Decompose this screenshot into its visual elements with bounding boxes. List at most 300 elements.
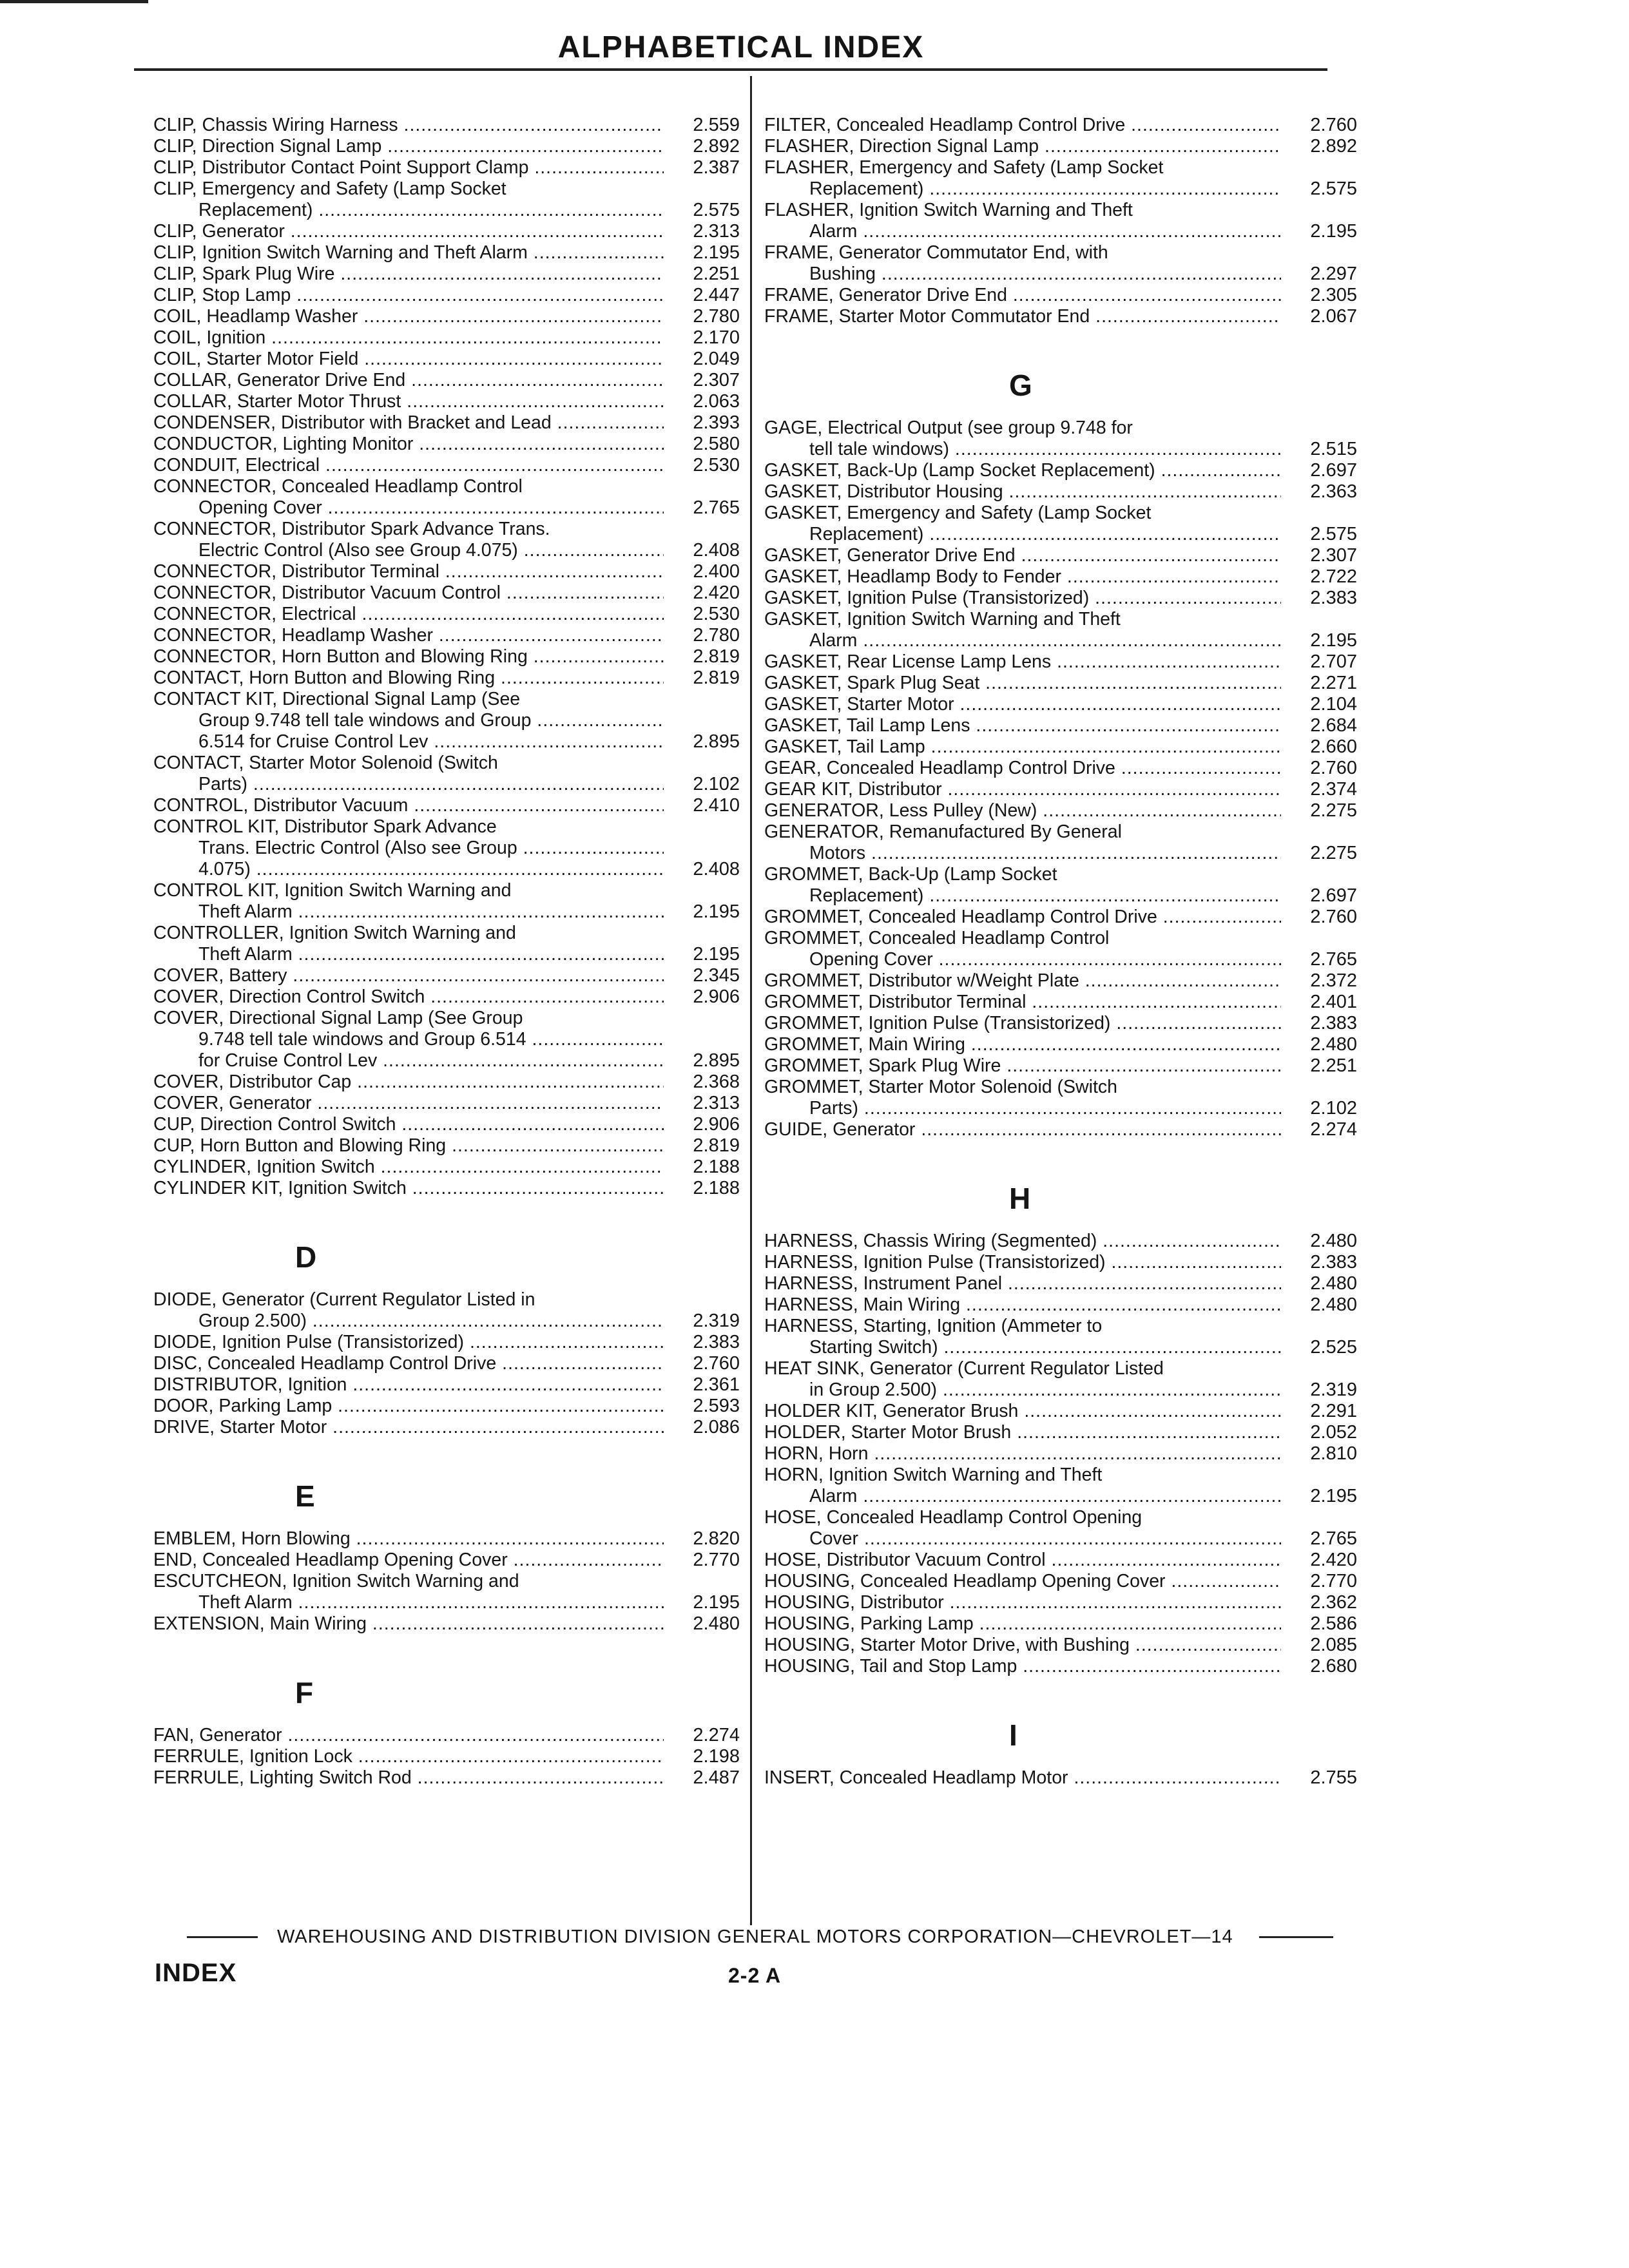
index-entry — [764, 460, 1357, 481]
entry-group-number: 2.383 — [1310, 588, 1357, 608]
index-entry — [153, 178, 740, 221]
entry-name: HARNESS, Chassis Wiring (Segmented) ..... — [764, 1231, 1281, 1252]
left-index-column — [153, 115, 740, 1789]
entry-group-number: 2.765 — [1310, 1528, 1357, 1549]
entry-name: GASKET, Starter Motor ..... — [764, 694, 1281, 715]
entry-name: HOSE, Distributor Vacuum Control ..... — [764, 1550, 1281, 1571]
index-entry — [153, 923, 740, 965]
entry-name: EMBLEM, Horn Blowing ..... — [153, 1528, 664, 1550]
index-entry — [764, 418, 1357, 460]
index-entry — [764, 715, 1357, 736]
entry-name: GROMMET, Starter Motor Solenoid (Switch — [764, 1077, 1117, 1097]
entry-name: HOSE, Concealed Headlamp Control Opening — [764, 1507, 1142, 1528]
entry-name: CLIP, Emergency and Safety (Lamp Socket — [153, 178, 506, 199]
entry-group-number: 2.408 — [693, 859, 740, 879]
entry-name: GASKET, Ignition Switch Warning and Theft — [764, 609, 1121, 629]
entry-name-continued: Replacement) ..... — [153, 200, 664, 221]
entry-name-continued: 4.075) ..... — [153, 859, 664, 880]
entry-name: CONNECTOR, Distributor Spark Advance Trans. — [153, 519, 550, 539]
entry-group-number: 2.195 — [693, 944, 740, 965]
entry-name-continued: Bushing ..... — [764, 264, 1281, 285]
index-entry — [764, 1550, 1357, 1571]
entry-group-number: 2.906 — [693, 1114, 740, 1135]
entry-name-continued: Motors ..... — [764, 843, 1281, 864]
entry-group-number: 2.760 — [1310, 758, 1357, 778]
entry-name: DIODE, Ignition Pulse (Transistorized) ..... — [153, 1332, 664, 1353]
entry-group-number: 2.188 — [693, 1157, 740, 1177]
entry-group-number: 2.487 — [693, 1767, 740, 1788]
entry-group-number: 2.575 — [1310, 178, 1357, 199]
entry-group-number: 2.104 — [1310, 694, 1357, 715]
entry-name-continued: Cover ..... — [764, 1528, 1281, 1550]
entry-group-number: 2.755 — [1310, 1767, 1357, 1788]
entry-name: COVER, Direction Control Switch ..... — [153, 986, 664, 1008]
entry-name: GASKET, Distributor Housing ..... — [764, 481, 1281, 503]
index-entry — [153, 1746, 740, 1767]
entry-group-number: 2.760 — [693, 1353, 740, 1374]
entry-group-number: 2.525 — [1310, 1337, 1357, 1358]
entry-group-number: 2.420 — [1310, 1550, 1357, 1570]
entry-group-number: 2.170 — [693, 327, 740, 348]
index-entry — [153, 1613, 740, 1635]
entry-name: COIL, Ignition ..... — [153, 327, 664, 349]
entry-group-number: 2.195 — [1310, 630, 1357, 651]
entry-name: COLLAR, Starter Motor Thrust ..... — [153, 391, 664, 412]
entry-group-number: 2.102 — [1310, 1098, 1357, 1119]
index-entry — [764, 1055, 1357, 1077]
entry-name-continued: 9.748 tell tale windows and Group 6.514 ..... — [153, 1029, 664, 1050]
entry-name: FLASHER, Emergency and Safety (Lamp Socket — [764, 157, 1164, 178]
page-title: ALPHABETICAL INDEX — [557, 30, 925, 64]
entry-name: HOLDER, Starter Motor Brush ..... — [764, 1422, 1281, 1443]
entry-name-continued: Parts) ..... — [153, 774, 664, 795]
entry-group-number: 2.780 — [693, 306, 740, 327]
entry-name: ESCUTCHEON, Ignition Switch Warning and — [153, 1571, 519, 1591]
entry-name: GENERATOR, Remanufactured By General — [764, 822, 1122, 842]
entry-name: GASKET, Generator Drive End ..... — [764, 545, 1281, 566]
index-entry — [153, 519, 740, 561]
entry-name: CONTACT, Starter Motor Solenoid (Switch — [153, 753, 498, 773]
entry-name: GROMMET, Main Wiring ..... — [764, 1034, 1281, 1055]
index-entry — [153, 285, 740, 306]
entry-name-continued: Opening Cover ..... — [153, 497, 664, 519]
entry-group-number: 2.819 — [693, 646, 740, 667]
entry-group-number: 2.770 — [693, 1550, 740, 1570]
entry-group-number: 2.760 — [1310, 907, 1357, 927]
entry-name: HEAT SINK, Generator (Current Regulator Listed — [764, 1358, 1164, 1379]
entry-name: FAN, Generator ..... — [153, 1725, 664, 1746]
entry-group-number: 2.052 — [1310, 1422, 1357, 1443]
entry-name: HARNESS, Instrument Panel ..... — [764, 1273, 1281, 1294]
index-entry — [764, 1507, 1357, 1550]
index-entry — [153, 625, 740, 646]
entry-name: CLIP, Ignition Switch Warning and Theft Alarm ..... — [153, 242, 664, 264]
entry-group-number: 2.765 — [693, 497, 740, 518]
entry-name: GROMMET, Concealed Headlamp Control Drive ..... — [764, 907, 1281, 928]
entry-name: CONNECTOR, Distributor Vacuum Control ..... — [153, 582, 664, 604]
entry-name-continued: Alarm ..... — [764, 221, 1281, 242]
footer-rule-left — [187, 1936, 258, 1938]
index-entry — [153, 795, 740, 816]
section-letter-heading: G — [1009, 369, 1032, 402]
entry-name: CONTROLLER, Ignition Switch Warning and — [153, 923, 516, 943]
entry-group-number: 2.697 — [1310, 885, 1357, 906]
footer-text: WAREHOUSING AND DISTRIBUTION DIVISION GENERAL MOTORS CORPORATION—CHEVROLET—14 — [277, 1927, 1233, 1947]
index-entry — [153, 561, 740, 582]
index-entry — [153, 434, 740, 455]
entry-name: CONNECTOR, Concealed Headlamp Control — [153, 476, 523, 497]
index-entry — [153, 264, 740, 285]
index-entry — [764, 1034, 1357, 1055]
entry-group-number: 2.275 — [1310, 843, 1357, 863]
entry-group-number: 2.195 — [693, 1592, 740, 1613]
index-entry — [153, 646, 740, 668]
right-index-column — [764, 115, 1357, 1789]
entry-name: HOUSING, Concealed Headlamp Opening Cover ..... — [764, 1571, 1281, 1592]
entry-group-number: 2.895 — [693, 731, 740, 752]
index-entry — [153, 1550, 740, 1571]
entry-name-continued: Theft Alarm ..... — [153, 944, 664, 965]
index-entry — [764, 1401, 1357, 1422]
index-entry — [764, 545, 1357, 566]
index-entry — [764, 1119, 1357, 1140]
entry-group-number: 2.586 — [1310, 1613, 1357, 1634]
index-entry — [153, 391, 740, 412]
index-entry — [764, 136, 1357, 157]
entry-group-number: 2.372 — [1310, 970, 1357, 991]
entry-name: GASKET, Emergency and Safety (Lamp Socket — [764, 503, 1152, 523]
entry-group-number: 2.697 — [1310, 460, 1357, 481]
entry-name: GAGE, Electrical Output (see group 9.748 for — [764, 418, 1133, 438]
entry-group-number: 2.251 — [693, 264, 740, 284]
entry-group-number: 2.251 — [1310, 1055, 1357, 1076]
entry-name-continued: Opening Cover ..... — [764, 949, 1281, 970]
entry-group-number: 2.770 — [1310, 1571, 1357, 1591]
entry-name: CLIP, Stop Lamp ..... — [153, 285, 664, 306]
entry-name: COVER, Battery ..... — [153, 965, 664, 986]
section-letter-heading: H — [1009, 1182, 1031, 1215]
index-entry — [153, 349, 740, 370]
entry-name: FILTER, Concealed Headlamp Control Drive ..... — [764, 115, 1281, 136]
entry-name: CUP, Direction Control Switch ..... — [153, 1114, 664, 1135]
index-entry — [764, 1358, 1357, 1401]
entry-name: GUIDE, Generator ..... — [764, 1119, 1281, 1140]
entry-name: HORN, Horn ..... — [764, 1443, 1281, 1465]
column-divider — [750, 76, 752, 1925]
entry-name-continued: Alarm ..... — [764, 1486, 1281, 1507]
entry-group-number: 2.447 — [693, 285, 740, 305]
entry-group-number: 2.480 — [1310, 1034, 1357, 1055]
entry-group-number: 2.420 — [693, 582, 740, 603]
index-entry — [764, 736, 1357, 758]
entry-name: DIODE, Generator (Current Regulator Listed in — [153, 1289, 535, 1310]
index-entry — [764, 970, 1357, 992]
entry-name: GROMMET, Spark Plug Wire ..... — [764, 1055, 1281, 1077]
entry-group-number: 2.780 — [693, 625, 740, 646]
entry-name: HARNESS, Main Wiring ..... — [764, 1294, 1281, 1316]
entry-name-continued: Trans. Electric Control (Also see Group ..... — [153, 838, 664, 859]
index-entry — [153, 1093, 740, 1114]
index-entry — [153, 1767, 740, 1789]
entry-name: GROMMET, Distributor w/Weight Plate ..... — [764, 970, 1281, 992]
index-entry — [764, 1443, 1357, 1465]
entry-name-continued: Replacement) ..... — [764, 524, 1281, 545]
entry-name: DOOR, Parking Lamp ..... — [153, 1396, 664, 1417]
index-entry — [153, 1332, 740, 1353]
index-entry — [764, 1592, 1357, 1613]
entry-name: DRIVE, Starter Motor ..... — [153, 1417, 664, 1438]
index-entry — [764, 1656, 1357, 1677]
entry-group-number: 2.684 — [1310, 715, 1357, 736]
entry-name: GROMMET, Concealed Headlamp Control — [764, 928, 1110, 948]
entry-group-number: 2.383 — [1310, 1252, 1357, 1273]
entry-name: GASKET, Spark Plug Seat ..... — [764, 673, 1281, 694]
index-entry — [153, 1374, 740, 1396]
index-entry — [153, 1725, 740, 1746]
entry-group-number: 2.819 — [693, 668, 740, 688]
entry-group-number: 2.374 — [1310, 779, 1357, 800]
index-entry — [153, 582, 740, 604]
entry-name: GASKET, Headlamp Body to Fender ..... — [764, 566, 1281, 588]
index-entry — [153, 327, 740, 349]
index-entry — [764, 1316, 1357, 1358]
index-entry — [764, 800, 1357, 822]
entry-name: HOUSING, Tail and Stop Lamp ..... — [764, 1656, 1281, 1677]
index-entry — [764, 694, 1357, 715]
entry-group-number: 2.480 — [1310, 1273, 1357, 1294]
entry-name: CONTACT KIT, Directional Signal Lamp (See — [153, 689, 521, 709]
entry-name: DISTRIBUTOR, Ignition ..... — [153, 1374, 664, 1396]
entry-group-number: 2.530 — [693, 604, 740, 624]
index-entry — [153, 1396, 740, 1417]
entry-group-number: 2.480 — [693, 1613, 740, 1634]
entry-group-number: 2.305 — [1310, 285, 1357, 305]
entry-group-number: 2.297 — [1310, 264, 1357, 284]
index-entry — [764, 1273, 1357, 1294]
index-entry — [764, 1252, 1357, 1273]
page-number: 2-2 A — [728, 1964, 782, 1987]
entry-group-number: 2.313 — [693, 1093, 740, 1113]
entry-group-number: 2.530 — [693, 455, 740, 476]
entry-group-number: 2.271 — [1310, 673, 1357, 693]
entry-name: GENERATOR, Less Pulley (New) ..... — [764, 800, 1281, 822]
index-entry — [153, 1289, 740, 1332]
entry-group-number: 2.274 — [693, 1725, 740, 1745]
entry-name: CYLINDER KIT, Ignition Switch ..... — [153, 1178, 664, 1199]
entry-name: FLASHER, Direction Signal Lamp ..... — [764, 136, 1281, 157]
entry-name: CONNECTOR, Electrical ..... — [153, 604, 664, 625]
entry-name: GEAR, Concealed Headlamp Control Drive ..... — [764, 758, 1281, 779]
index-entry — [764, 157, 1357, 200]
entry-name-continued: Theft Alarm ..... — [153, 1592, 664, 1613]
entry-group-number: 2.313 — [693, 221, 740, 242]
section-label: INDEX — [155, 1959, 237, 1987]
entry-name: COIL, Headlamp Washer ..... — [153, 306, 664, 327]
index-entry — [764, 1422, 1357, 1443]
section-letter-heading: E — [295, 1479, 315, 1513]
entry-group-number: 2.593 — [693, 1396, 740, 1416]
entry-name: CYLINDER, Ignition Switch ..... — [153, 1157, 664, 1178]
entry-name: CONDUCTOR, Lighting Monitor ..... — [153, 434, 664, 455]
index-entry — [764, 758, 1357, 779]
index-entry — [153, 965, 740, 986]
entry-name-continued: Starting Switch) ..... — [764, 1337, 1281, 1358]
title-underline — [134, 68, 1327, 71]
entry-name: CLIP, Chassis Wiring Harness ..... — [153, 115, 664, 136]
entry-group-number: 2.895 — [693, 1050, 740, 1071]
entry-group-number: 2.906 — [693, 986, 740, 1007]
entry-group-number: 2.102 — [693, 774, 740, 794]
entry-name: END, Concealed Headlamp Opening Cover ..... — [153, 1550, 664, 1571]
entry-group-number: 2.575 — [1310, 524, 1357, 544]
entry-group-number: 2.400 — [693, 561, 740, 582]
entry-group-number: 2.198 — [693, 1746, 740, 1767]
entry-group-number: 2.760 — [1310, 115, 1357, 135]
entry-group-number: 2.063 — [693, 391, 740, 412]
entry-group-number: 2.722 — [1310, 566, 1357, 587]
index-entry — [764, 864, 1357, 907]
entry-group-number: 2.195 — [693, 242, 740, 263]
index-entry — [764, 1613, 1357, 1635]
entry-name: GASKET, Ignition Pulse (Transistorized) ..... — [764, 588, 1281, 609]
section-letter-heading: F — [295, 1676, 314, 1709]
entry-group-number: 2.085 — [1310, 1635, 1357, 1655]
index-entry — [153, 986, 740, 1008]
entry-name: HOLDER KIT, Generator Brush ..... — [764, 1401, 1281, 1422]
index-entry — [153, 455, 740, 476]
entry-group-number: 2.361 — [693, 1374, 740, 1395]
entry-name: GROMMET, Distributor Terminal ..... — [764, 992, 1281, 1013]
entry-name: HORN, Ignition Switch Warning and Theft — [764, 1465, 1103, 1485]
index-entry — [764, 673, 1357, 694]
entry-group-number: 2.575 — [693, 200, 740, 220]
entry-name-continued: in Group 2.500) ..... — [764, 1379, 1281, 1401]
index-entry — [764, 503, 1357, 545]
entry-group-number: 2.195 — [1310, 221, 1357, 242]
entry-name-continued: Group 9.748 tell tale windows and Group ..... — [153, 710, 664, 731]
entry-group-number: 2.291 — [1310, 1401, 1357, 1421]
index-entry — [764, 588, 1357, 609]
index-entry — [764, 1294, 1357, 1316]
entry-group-number: 2.195 — [693, 901, 740, 922]
entry-name: GROMMET, Back-Up (Lamp Socket — [764, 864, 1057, 885]
entry-name: COLLAR, Generator Drive End ..... — [153, 370, 664, 391]
index-entry — [153, 476, 740, 519]
index-entry — [764, 992, 1357, 1013]
index-entry — [764, 1077, 1357, 1119]
index-entry — [764, 566, 1357, 588]
entry-group-number: 2.408 — [693, 540, 740, 561]
index-entry — [153, 1008, 740, 1072]
entry-group-number: 2.580 — [693, 434, 740, 454]
entry-group-number: 2.393 — [693, 412, 740, 433]
entry-group-number: 2.820 — [693, 1528, 740, 1549]
entry-group-number: 2.049 — [693, 349, 740, 369]
entry-group-number: 2.559 — [693, 115, 740, 135]
entry-name: COVER, Generator ..... — [153, 1093, 664, 1114]
entry-name-continued: Replacement) ..... — [764, 178, 1281, 200]
entry-name-continued: 6.514 for Cruise Control Lev ..... — [153, 731, 664, 753]
footer-rule-right — [1259, 1936, 1333, 1938]
entry-group-number: 2.387 — [693, 157, 740, 178]
entry-group-number: 2.274 — [1310, 1119, 1357, 1140]
entry-group-number: 2.345 — [693, 965, 740, 986]
entry-name-continued: tell tale windows) ..... — [764, 439, 1281, 460]
entry-name: CLIP, Generator ..... — [153, 221, 664, 242]
index-entry — [153, 689, 740, 753]
index-entry — [153, 816, 740, 880]
section-letter-heading: D — [295, 1240, 317, 1274]
entry-group-number: 2.307 — [1310, 545, 1357, 566]
section-letter-heading: I — [1009, 1718, 1017, 1752]
index-entry — [764, 907, 1357, 928]
entry-name: COIL, Starter Motor Field ..... — [153, 349, 664, 370]
entry-name: HOUSING, Distributor ..... — [764, 1592, 1281, 1613]
entry-name: CONTROL KIT, Ignition Switch Warning and — [153, 880, 512, 901]
entry-group-number: 2.480 — [1310, 1231, 1357, 1251]
entry-name: CONTROL KIT, Distributor Spark Advance — [153, 816, 497, 837]
entry-name: FRAME, Starter Motor Commutator End ..... — [764, 306, 1281, 327]
entry-name: FRAME, Generator Commutator End, with — [764, 242, 1108, 263]
entry-group-number: 2.401 — [1310, 992, 1357, 1012]
entry-name: COVER, Distributor Cap ..... — [153, 1072, 664, 1093]
index-entry — [764, 822, 1357, 864]
index-entry — [153, 412, 740, 434]
entry-name: HOUSING, Parking Lamp ..... — [764, 1613, 1281, 1635]
index-entry — [764, 1465, 1357, 1507]
index-entry — [764, 1571, 1357, 1592]
index-entry — [764, 651, 1357, 673]
entry-name: FERRULE, Lighting Switch Rod ..... — [153, 1767, 664, 1789]
index-entry — [153, 1157, 740, 1178]
index-entry — [153, 221, 740, 242]
entry-group-number: 2.810 — [1310, 1443, 1357, 1464]
index-entry — [153, 1114, 740, 1135]
entry-group-number: 2.707 — [1310, 651, 1357, 672]
entry-name-continued: Replacement) ..... — [764, 885, 1281, 907]
index-entry — [153, 880, 740, 923]
index-entry — [764, 928, 1357, 970]
entry-name: CLIP, Direction Signal Lamp ..... — [153, 136, 664, 157]
index-entry — [764, 242, 1357, 285]
entry-name: CONNECTOR, Distributor Terminal ..... — [153, 561, 664, 582]
entry-name: EXTENSION, Main Wiring ..... — [153, 1613, 664, 1635]
entry-group-number: 2.515 — [1310, 439, 1357, 459]
entry-group-number: 2.892 — [1310, 136, 1357, 157]
entry-name: GASKET, Tail Lamp ..... — [764, 736, 1281, 758]
entry-name: FRAME, Generator Drive End ..... — [764, 285, 1281, 306]
entry-group-number: 2.319 — [1310, 1379, 1357, 1400]
entry-name-continued: Alarm ..... — [764, 630, 1281, 651]
entry-group-number: 2.319 — [693, 1311, 740, 1331]
entry-group-number: 2.362 — [1310, 1592, 1357, 1613]
entry-group-number: 2.188 — [693, 1178, 740, 1198]
footer-line — [187, 1927, 1353, 1948]
entry-name: CONDUIT, Electrical ..... — [153, 455, 664, 476]
entry-name: GASKET, Back-Up (Lamp Socket Replacement) ..... — [764, 460, 1281, 481]
entry-name-continued: Electric Control (Also see Group 4.075) ..... — [153, 540, 664, 561]
index-entry — [764, 1767, 1357, 1789]
entry-group-number: 2.819 — [693, 1135, 740, 1156]
entry-group-number: 2.383 — [693, 1332, 740, 1352]
entry-group-number: 2.363 — [1310, 481, 1357, 502]
entry-name: INSERT, Concealed Headlamp Motor ..... — [764, 1767, 1281, 1789]
index-entry — [764, 1635, 1357, 1656]
entry-group-number: 2.275 — [1310, 800, 1357, 821]
entry-name: GASKET, Rear License Lamp Lens ..... — [764, 651, 1281, 673]
entry-name-continued: Theft Alarm ..... — [153, 901, 664, 923]
index-entry — [153, 136, 740, 157]
